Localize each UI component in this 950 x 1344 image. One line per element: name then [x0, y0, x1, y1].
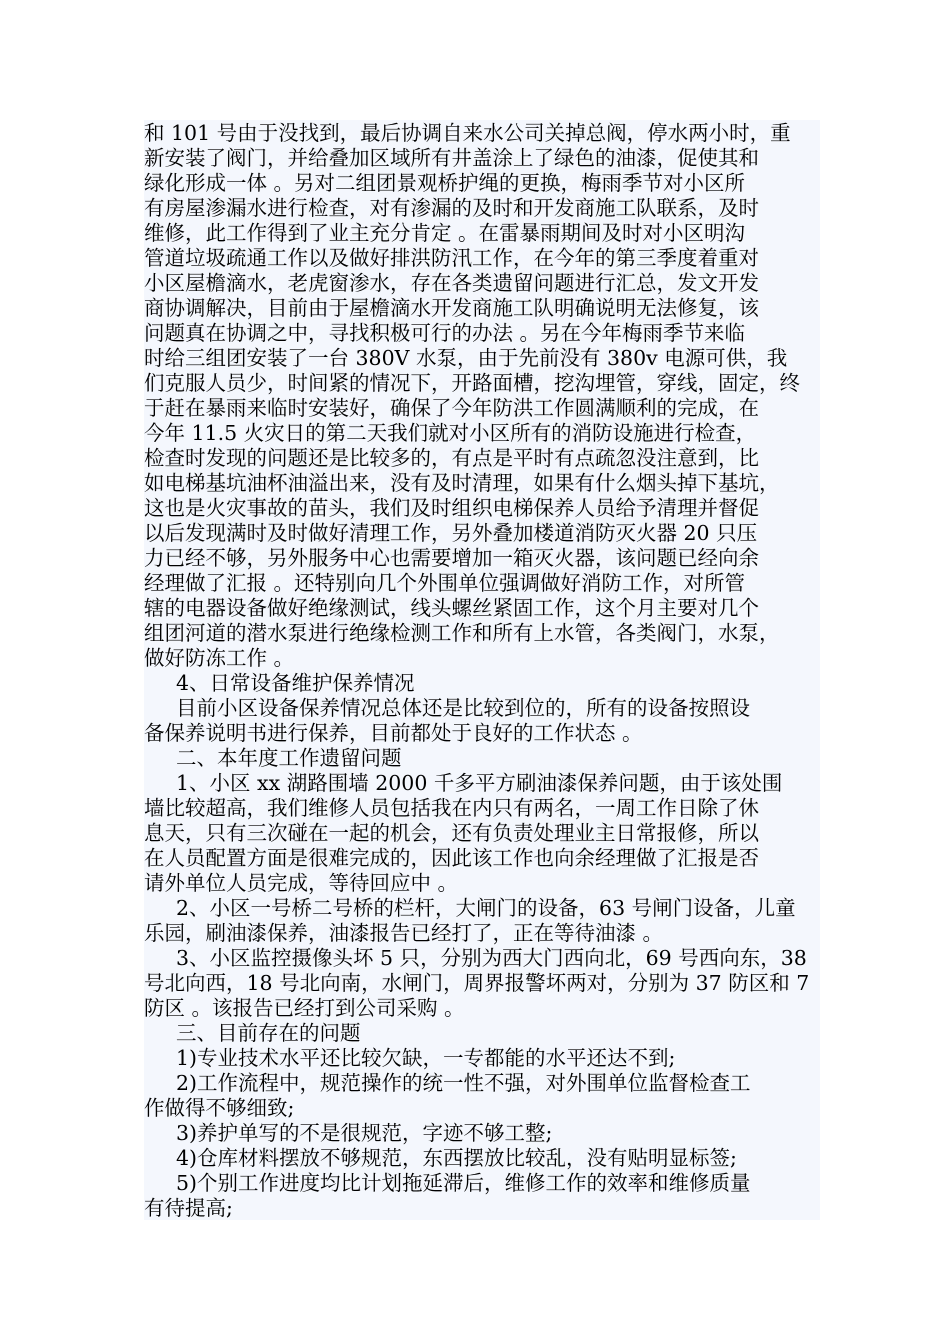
section-heading: 三、目前存在的问题 [176, 1021, 361, 1045]
text-line: 检查时发现的问题还是比较多的，有点是平时有点疏忽没注意到，比 [144, 446, 759, 470]
text-line: 问题真在协调之中，寻找积极可行的办法 。另在今年梅雨季节来临 [144, 321, 746, 345]
section-heading: 4、日常设备维护保养情况 [176, 671, 415, 695]
text-line: 1、小区 xx 湖路围墙 2000 千多平方刷油漆保养问题，由于该处围 [176, 771, 783, 795]
text-line: 号北向西，18 号北向南，水闸门，周界报警坏两对，分别为 37 防区和 7 [144, 971, 810, 995]
text-line: 以后发现满时及时做好清理工作，另外叠加楼道消防灭火器 20 只压 [144, 521, 758, 545]
list-item: 2)工作流程中，规范操作的统一性不强，对外围单位监督检查工 [176, 1071, 751, 1095]
text-line: 乐园，刷油漆保养，油漆报告已经打了，正在等待油漆 。 [144, 921, 664, 945]
document-body [144, 120, 820, 1220]
text-line: 有房屋渗漏水进行检查，对有渗漏的及时和开发商施工队联系，及时 [144, 196, 759, 220]
text-line: 经理做了汇报 。还特别向几个外围单位强调做好消防工作，对所管 [144, 571, 746, 595]
list-item: 1)专业技术水平还比较欠缺，一专都能的水平还达不到; [176, 1046, 676, 1070]
text-line: 小区屋檐滴水，老虎窗渗水，存在各类遗留问题进行汇总，发文开发 [144, 271, 759, 295]
text-line: 时给三组团安装了一台 380V 水泵，由于先前没有 380v 电源可供，我 [144, 346, 788, 370]
text-line: 新安装了阀门，并给叠加区域所有井盖涂上了绿色的油漆，促使其和 [144, 146, 759, 170]
text-line: 这也是火灾事故的苗头，我们及时组织电梯保养人员给予清理并督促 [144, 496, 759, 520]
text-line: 今年 11.5 火灾日的第二天我们就对小区所有的消防设施进行检查， [144, 421, 757, 445]
list-item: 5)个别工作进度均比计划拖延滞后，维修工作的效率和维修质量 [176, 1171, 751, 1195]
list-item: 3)养护单写的不是很规范，字迹不够工整; [176, 1121, 553, 1145]
text-line: 备保养说明书进行保养，目前都处于良好的工作状态 。 [144, 721, 643, 745]
text-line: 维修，此工作得到了业主充分肯定 。在雷暴雨期间及时对小区明沟 [144, 221, 746, 245]
text-line: 有待提高; [144, 1196, 233, 1220]
text-line: 3、小区监控摄像头坏 5 只，分别为西大门西向北，69 号西向东，38 [176, 946, 807, 970]
text-line: 做好防冻工作 。 [144, 646, 295, 670]
list-item: 4)仓库材料摆放不够规范，东西摆放比较乱，没有贴明显标签; [176, 1146, 737, 1170]
text-line: 商协调解决，目前由于屋檐滴水开发商施工队明确说明无法修复，该 [144, 296, 759, 320]
text-line: 目前小区设备保养情况总体还是比较到位的，所有的设备按照设 [176, 696, 750, 720]
text-line: 防区 。该报告已经打到公司采购 。 [144, 996, 465, 1020]
text-line: 辖的电器设备做好绝缘测试，线头螺丝紧固工作，这个月主要对几个 [144, 596, 759, 620]
text-line: 2、小区一号桥二号桥的栏杆，大闸门的设备，63 号闸门设备，儿童 [176, 896, 796, 920]
text-line: 请外单位人员完成，等待回应中 。 [144, 871, 459, 895]
section-heading: 二、本年度工作遗留问题 [176, 746, 402, 770]
text-line: 如电梯基坑油杯油溢出来，没有及时清理，如果有什么烟头掉下基坑， [144, 471, 780, 495]
text-line: 绿化形成一体 。另对二组团景观桥护绳的更换，梅雨季节对小区所 [144, 171, 746, 195]
text-line: 和 101 号由于没找到，最后协调自来水公司关掉总阀，停水两小时，重 [144, 121, 791, 145]
text-line: 作做得不够细致; [144, 1096, 295, 1120]
text-line: 组团河道的潜水泵进行绝缘检测工作和所有上水管，各类阀门，水泵， [144, 621, 780, 645]
text-line: 于赶在暴雨来临时安装好，确保了今年防洪工作圆满顺利的完成，在 [144, 396, 759, 420]
text-line: 息天，只有三次碰在一起的机会，还有负责处理业主日常报修，所以 [144, 821, 759, 845]
text-line: 力已经不够，另外服务中心也需要增加一箱灭火器，该问题已经向余 [144, 546, 759, 570]
text-line: 管道垃圾疏通工作以及做好排洪防汛工作，在今年的第三季度着重对 [144, 246, 759, 270]
text-line: 墙比较超高，我们维修人员包括我在内只有两名，一周工作日除了休 [144, 796, 759, 820]
text-line: 们克服人员少，时间紧的情况下，开路面槽，挖沟埋管，穿线，固定，终 [144, 371, 800, 395]
text-line: 在人员配置方面是很难完成的，因此该工作也向余经理做了汇报是否 [144, 846, 759, 870]
